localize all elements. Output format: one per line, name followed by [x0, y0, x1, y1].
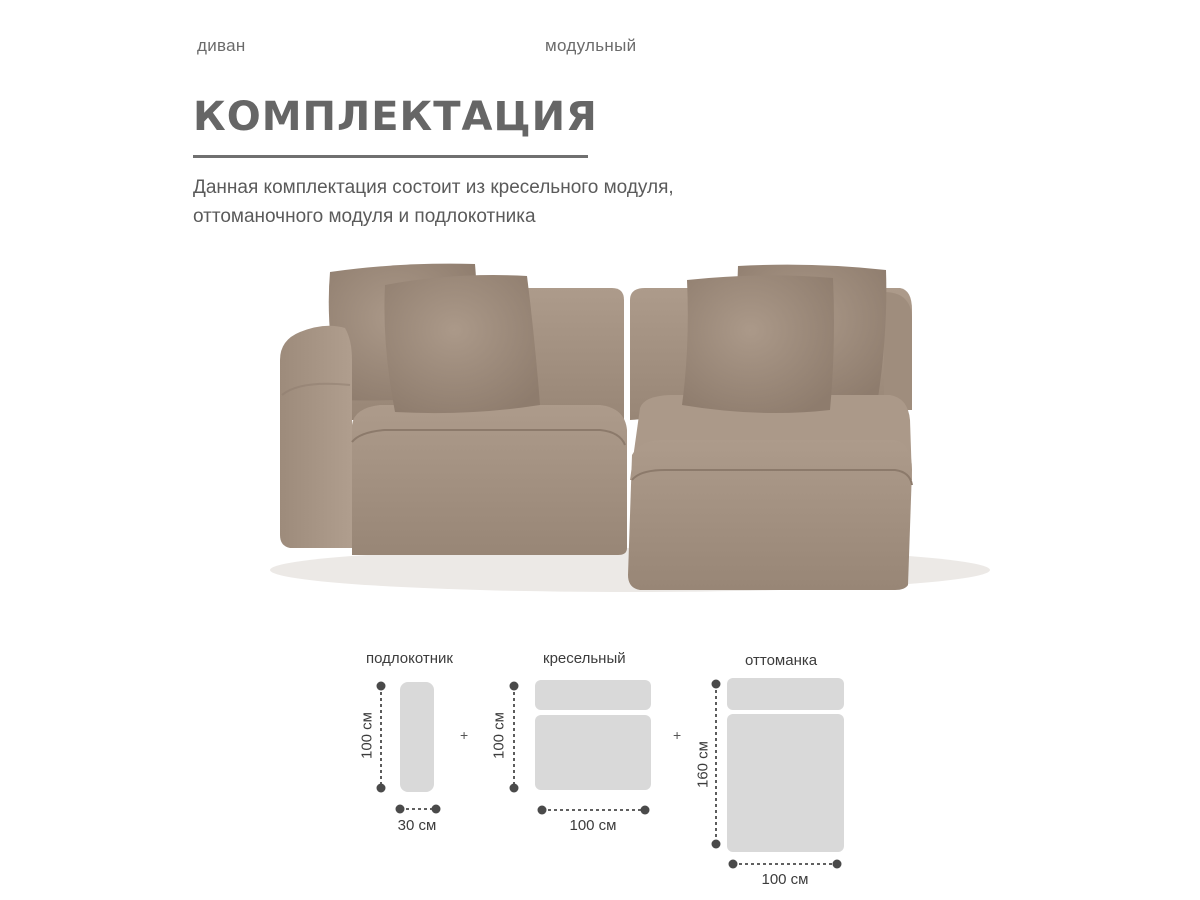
plus-sign-2: +	[673, 727, 682, 743]
chair-pillow	[384, 275, 540, 413]
ottoman-pillow	[682, 275, 834, 413]
chair-seat	[352, 405, 627, 555]
scheme-armrest	[400, 682, 434, 792]
chair-width-label: 100 см	[569, 817, 617, 834]
armrest-width-label: 30 см	[397, 817, 437, 834]
scheme-chair-back	[535, 680, 651, 710]
module-label-ottoman: оттоманка	[745, 652, 818, 669]
scheme-chair-seat	[535, 715, 651, 790]
description-line-2: оттоманочного модуля и подлокотника	[193, 206, 536, 227]
module-label-armrest: подлокотник	[366, 650, 453, 667]
plus-sign-1: +	[460, 727, 469, 743]
chair-depth-label: 100 см	[490, 712, 508, 760]
ottoman-depth-label: 160 см	[694, 741, 712, 789]
module-label-chair: кресельный	[543, 650, 626, 667]
scheme-ottoman-seat	[727, 714, 844, 852]
ottoman-front	[628, 440, 912, 590]
page-title: КОМПЛЕКТАЦИЯ	[193, 94, 598, 140]
category-label: диван	[197, 36, 246, 55]
armrest-depth-label: 100 см	[358, 712, 376, 760]
armrest	[280, 326, 352, 548]
description-line-1: Данная комплектация состоит из кресельного модуля,	[193, 177, 674, 198]
type-label: модульный	[545, 36, 637, 55]
scheme-ottoman-back	[727, 678, 844, 710]
ottoman-width-label: 100 см	[761, 871, 809, 888]
